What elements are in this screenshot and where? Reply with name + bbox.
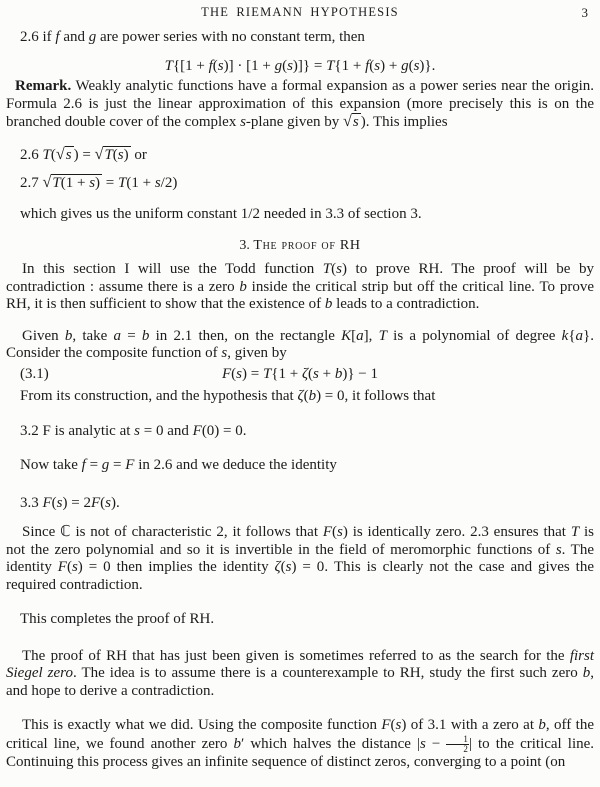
- math-variable: g: [88, 29, 97, 45]
- math-variable: ζ: [301, 365, 309, 382]
- statement-2-7: [6, 174, 594, 193]
- radical: [55, 144, 74, 163]
- statement-3-2: [6, 423, 594, 441]
- math-run: f = g = F: [81, 457, 135, 473]
- paragraph-since-c: [6, 524, 594, 594]
- math-variable: s: [555, 541, 562, 558]
- math-variable: F: [57, 559, 67, 575]
- text-run: in 2.6 and we deduce the identity: [134, 457, 337, 473]
- math-run: F(s) = 0: [57, 559, 111, 575]
- math-variable: k: [561, 327, 569, 344]
- which-gives-line: [6, 206, 594, 224]
- math-variable: T: [570, 524, 580, 540]
- math-variable: s: [236, 365, 242, 382]
- text-run: to prove RH. The proof will be by contradiction : assume there is a zero: [6, 261, 594, 295]
- text-run: This is exactly what we did. Using the composite function: [22, 717, 382, 733]
- math-variable: T: [326, 57, 335, 74]
- section-number: 3.: [239, 238, 254, 253]
- paragraph-in-this-section: [6, 261, 594, 314]
- text-run: , given by: [227, 345, 287, 361]
- math-run: F(s) = T{1 + ζ(s + b)} − 1: [221, 365, 379, 382]
- math-run: F(s): [381, 717, 407, 733]
- text-run: are power series with no constant term, then: [96, 29, 365, 45]
- text-run: or: [130, 146, 147, 163]
- running-head-title: THE RIEMANN HYPOTHESIS: [201, 5, 399, 19]
- paragraph-exactly-what-we-did: [6, 717, 594, 772]
- display-formula-todd-multiplicative: [6, 58, 594, 76]
- text-run: . The identity: [6, 541, 594, 575]
- math-variable: s: [221, 345, 228, 361]
- text-run: The proof of RH that has just been given is sometimes referred to as the search for the: [22, 647, 570, 664]
- math-variable: T: [262, 365, 272, 382]
- text-run: is a polynomial of degree: [386, 327, 562, 344]
- math-run: [379, 328, 387, 344]
- text-run: and: [163, 422, 193, 439]
- math-run: T(s): [322, 261, 347, 277]
- text-run: 3.2 F is analytic at: [20, 422, 135, 439]
- text-run: in 2.1 then, on the rectangle: [149, 327, 342, 344]
- page-number: 3: [581, 5, 588, 20]
- paragraph-siegel-zero: [6, 648, 594, 701]
- radical: [43, 175, 103, 191]
- math-variable: ζ: [297, 388, 304, 404]
- math-variable: T: [322, 261, 332, 277]
- text-run: , it follows that: [344, 388, 436, 404]
- radicand: [65, 146, 74, 163]
- text-run: then implies the identity: [110, 559, 275, 575]
- math-run: K[a]: [341, 327, 369, 344]
- text-run: ,: [368, 327, 379, 344]
- text-run: -plane given by: [245, 114, 343, 130]
- text-run: Since ℂ is not of characteristic 2, it follows that: [22, 524, 323, 540]
- math-run: ζ(b) = 0: [297, 388, 345, 404]
- math-variable: s: [217, 57, 224, 74]
- stacked-fraction: [446, 735, 469, 755]
- math-variable: F: [125, 457, 135, 473]
- radical: [94, 144, 131, 163]
- paragraph-given-b: [6, 328, 594, 363]
- fraction-denominator: 2: [463, 743, 468, 754]
- math-variable: s: [56, 494, 63, 511]
- math-variable: s: [240, 114, 246, 130]
- math-variable: F: [381, 717, 391, 733]
- italic-text: first Siegel zero: [6, 647, 594, 681]
- text-run: .: [116, 494, 120, 511]
- text-run: . Consider the composite function of: [6, 327, 594, 361]
- math-variable: s: [89, 175, 96, 191]
- math-variable: s: [117, 146, 124, 163]
- completes-proof-line: [6, 611, 594, 629]
- math-run: ) =: [73, 146, 95, 163]
- math-variable: s: [285, 559, 292, 575]
- math-run: [571, 524, 579, 540]
- math-variable: T: [52, 175, 61, 191]
- text-run: Now take: [20, 457, 82, 473]
- math-variable: b: [538, 717, 546, 733]
- math-run: b′: [233, 735, 245, 752]
- text-run: leads to a contradiction.: [332, 296, 480, 312]
- math-variable: b: [324, 296, 333, 312]
- math-variable: F: [90, 494, 101, 511]
- math-run: [538, 717, 546, 733]
- fraction-numerator: 1: [446, 735, 469, 745]
- statement-3-3: [6, 495, 594, 513]
- math-variable: F: [42, 494, 52, 511]
- math-run: F(0) = 0: [192, 422, 243, 439]
- math-variable: s: [154, 175, 161, 191]
- radicand: T(s): [104, 146, 129, 163]
- math-variable: f: [81, 457, 86, 473]
- equation-number: (3.1): [20, 365, 49, 382]
- text-run: , and hope to derive a contradiction.: [6, 665, 595, 699]
- text-run: which gives us the uniform constant 1/2 needed in 3.3 of section 3.: [20, 205, 422, 222]
- math-run: [239, 279, 247, 295]
- math-variable: K: [341, 327, 352, 344]
- math-variable: b: [64, 327, 73, 344]
- radical-sign-icon: √: [42, 173, 52, 191]
- math-variable: g: [401, 57, 409, 74]
- section-title: The proof of RH: [253, 238, 361, 253]
- text-run: 3.3: [20, 494, 43, 511]
- math-run: s = 0: [134, 422, 164, 439]
- equation-3-1: [6, 366, 594, 384]
- text-run: Given: [22, 327, 65, 344]
- text-run: 2.6 if: [20, 29, 56, 45]
- equation-body: [222, 366, 378, 382]
- section-heading: [6, 237, 594, 254]
- math-variable: s: [134, 422, 140, 439]
- math-variable: b: [239, 278, 247, 295]
- math-variable: g: [274, 57, 283, 74]
- math-run: |s −: [416, 735, 447, 752]
- math-variable: g: [101, 457, 110, 473]
- math-variable: T: [104, 146, 113, 163]
- math-variable: a: [356, 327, 364, 344]
- radicand: T(1 + s): [52, 175, 101, 191]
- text-run: which halves the distance: [244, 735, 417, 752]
- math-variable: F: [221, 365, 232, 382]
- math-variable: s: [65, 146, 72, 163]
- math-variable: s: [313, 365, 319, 382]
- math-variable: s: [105, 494, 111, 511]
- math-variable: b: [233, 735, 241, 752]
- math-variable: T: [164, 57, 173, 74]
- bold-text: Remark.: [15, 78, 72, 94]
- math-run: = T(1 + s/2): [102, 175, 178, 191]
- text-run: of 3.1 with a zero at: [406, 717, 539, 733]
- text-run: In this section I will use the Todd function: [22, 261, 323, 277]
- remark-paragraph: [6, 78, 594, 132]
- radical: [343, 114, 361, 130]
- math-variable: a: [575, 327, 584, 344]
- math-variable: s: [71, 559, 78, 575]
- math-variable: f: [365, 57, 370, 74]
- text-run: , off the critical line, we found another zero: [6, 717, 594, 752]
- math-variable: b: [308, 388, 317, 404]
- math-run: F(s): [322, 524, 348, 540]
- radical-sign-icon: √: [342, 112, 352, 130]
- math-run: |: [468, 735, 472, 752]
- math-run: T{[1 + f(s)] · [1 + g(s)]} = T{1 + f(s) + g(s)}.: [164, 57, 436, 74]
- text-run: is not the zero polynomial and so it is invertible in the field of meromorphic functions of: [6, 524, 594, 558]
- math-variable: f: [208, 57, 213, 74]
- text-run: Weakly analytic functions have a formal expansion as a power series near the origin. Formula 2.6 is just the linear approximation of this expansion (more precisely this is on the branched double cover of the complex: [6, 78, 594, 130]
- math-variable: F: [322, 524, 333, 540]
- text-run: ). This implies: [360, 114, 448, 130]
- math-variable: b: [582, 665, 591, 681]
- text-run: inside the critical strip but off the critical line. To prove RH, it is then sufficient to show that the existence of: [6, 278, 594, 312]
- math-variable: s: [413, 57, 420, 74]
- radicand: [352, 113, 361, 130]
- text-run: From its construction, and the hypothesis that: [20, 388, 298, 404]
- text-run: and: [59, 29, 89, 45]
- statement-2-6: [6, 146, 594, 165]
- math-variable: a: [113, 327, 122, 344]
- math-variable: s: [395, 717, 402, 733]
- text-run: . The idea is to assume there is a counterexample to RH, study the first such zero: [72, 665, 583, 681]
- text-run: 2.6: [20, 146, 43, 163]
- text-run: is identically zero. 2.3 ensures that: [347, 524, 571, 540]
- now-take-line: [6, 457, 594, 475]
- math-variable: F: [192, 422, 202, 439]
- text-run: . This is clearly not the case and gives the required contradiction.: [6, 559, 594, 593]
- math-variable: s: [337, 524, 343, 540]
- text-run: to the critical line. Continuing this process gives an infinite sequence of distinct zeros, converging to a point (on: [6, 735, 595, 771]
- math-variable: T: [378, 327, 387, 344]
- math-run: k{a}: [561, 327, 591, 344]
- math-run: F(s) = 2F(s): [42, 494, 116, 511]
- from-its-construction-line: [6, 388, 594, 406]
- text-run: , take: [72, 327, 114, 344]
- math-run: a = b: [113, 327, 150, 344]
- math-variable: s: [420, 735, 426, 752]
- math-variable: T: [118, 175, 127, 191]
- math-run: T(: [42, 146, 56, 163]
- math-variable: ζ: [274, 559, 281, 575]
- text-run: This completes the proof of RH.: [20, 611, 215, 627]
- text-run: 2.7: [20, 175, 43, 191]
- math-variable: s: [287, 57, 293, 74]
- radical-sign-icon: √: [94, 144, 104, 163]
- text-run: .: [242, 422, 247, 439]
- statement-2-6-intro: [6, 29, 594, 47]
- running-head: [6, 5, 594, 20]
- math-variable: s: [352, 114, 359, 130]
- radical-sign-icon: √: [55, 144, 65, 163]
- math-variable: f: [55, 29, 60, 45]
- math-variable: b: [334, 365, 343, 382]
- math-variable: s: [374, 57, 381, 74]
- math-run: ζ(s) = 0: [274, 559, 325, 575]
- math-variable: b: [141, 327, 150, 344]
- math-variable: s: [336, 261, 342, 277]
- math-variable: T: [42, 146, 51, 163]
